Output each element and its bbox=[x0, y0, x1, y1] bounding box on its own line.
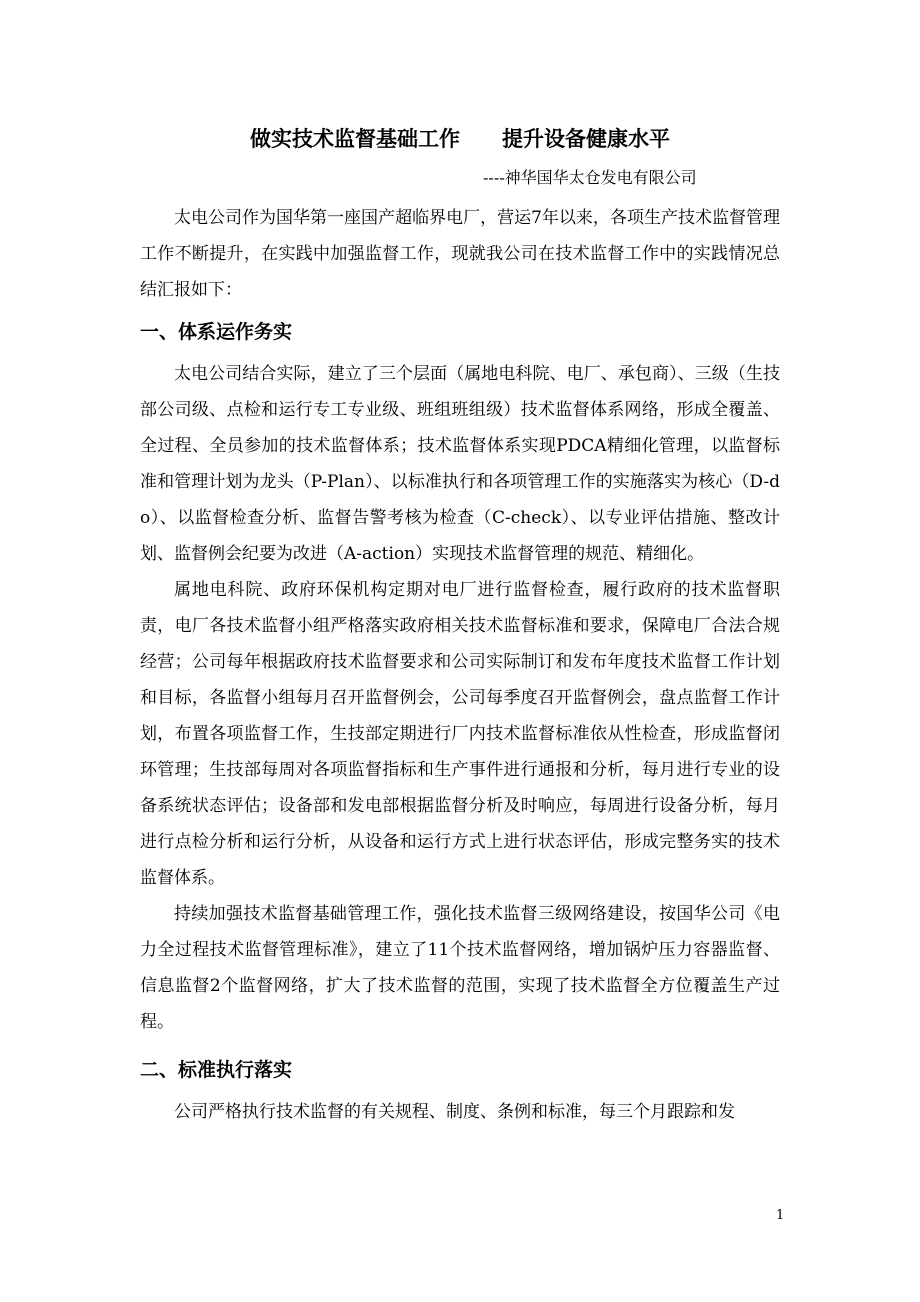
document-title: 做实技术监督基础工作 提升设备健康水平 bbox=[250, 127, 670, 151]
section-2-paragraph-1: 公司严格执行技术监督的有关规程、制度、条例和标准，每三个月跟踪和发 bbox=[174, 1102, 735, 1122]
section-1-paragraph-1: 太电公司结合实际，建立了三个层面（属地电科院、电厂、承包商）、三级（生技部公司级、点检和运行专工专业级、班组班组级）技术监督体系网络，形成全覆盖、全过程、全员参加的技术监督体系；技术监督体系实现PDCA精细化管理，以监督标准和管理计划为龙头（P-Plan）、以标准执行和各项管理工作的实施落实为核心（D-do）、以监督检查分析、监督告警考核为检查（C-check）、以专业评估措施、整改计划、监督例会纪要为改进（A-action）实现技术监督管理的规范、精细化。 bbox=[140, 364, 780, 564]
document-body bbox=[140, 200, 780, 1130]
document-subtitle: ----神华国华太仓发电有限公司 bbox=[483, 168, 697, 187]
page-number: 1 bbox=[776, 1208, 785, 1223]
section-1-paragraph-2: 属地电科院、政府环保机构定期对电厂进行监督检查，履行政府的技术监督职责，电厂各技术监督小组严格落实政府相关技术监督标准和要求，保障电厂合法合规经营；公司每年根据政府技术监督要求和公司实际制订和发布年度技术监督工作计划和目标，各监督小组每月召开监督例会，公司每季度召开监督例会，盘点监督工作计划，布置各项监督工作，生技部定期进行厂内技术监督标准依从性检查，形成监督闭环管理；生技部每周对各项监督指标和生产事件进行通报和分析，每月进行专业的设备系统状态评估；设备部和发电部根据监督分析及时响应，每周进行设备分析，每月进行点检分析和运行分析，从设备和运行方式上进行状态评估，形成完整务实的技术监督体系。 bbox=[140, 580, 780, 888]
section-1-heading: 一、体系运作务实 bbox=[140, 321, 293, 343]
intro-paragraph: 太电公司作为国华第一座国产超临界电厂，营运7年以来，各项生产技术监督管理工作不断提升，在实践中加强监督工作，现就我公司在技术监督工作中的实践情况总结汇报如下： bbox=[140, 208, 780, 300]
section-2-heading: 二、标准执行落实 bbox=[140, 1059, 293, 1081]
section-1-paragraph-3: 持续加强技术监督基础管理工作，强化技术监督三级网络建设，按国华公司《电力全过程技术监督管理标准》，建立了11个技术监督网络，增加锅炉压力容器监督、信息监督2个监督网络，扩大了技术监督的范围，实现了技术监督全方位覆盖生产过程。 bbox=[140, 904, 780, 1032]
